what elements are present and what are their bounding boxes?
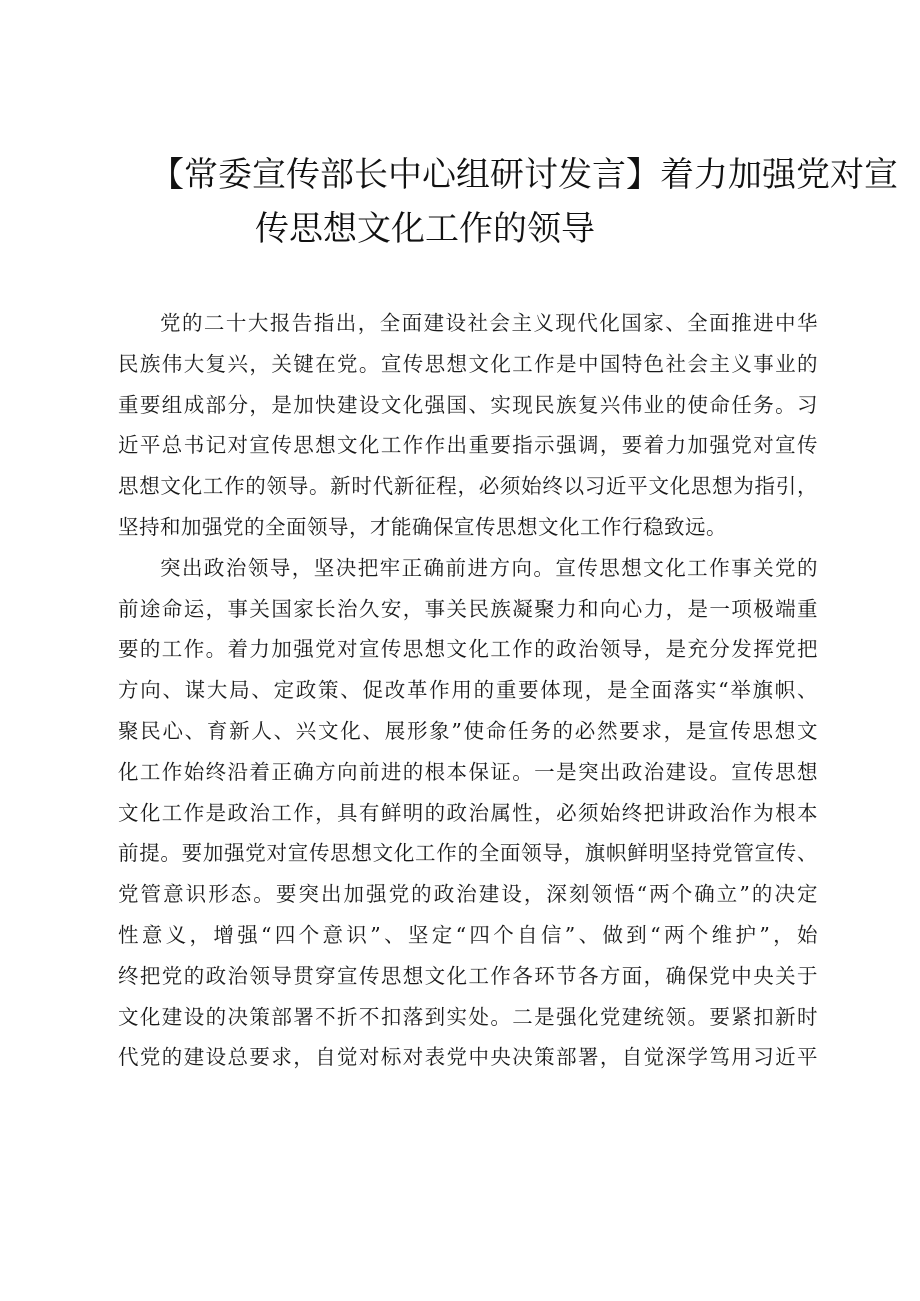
text-line: 前提。要加强党对宣传思想文化工作的全面领导，旗帜鲜明坚持党管宣传、 [118,841,818,866]
text-line: 民族伟大复兴，关键在党。宣传思想文化工作是中国特色社会主义事业的 [118,351,818,376]
title-line: 传思想文化工作的领导 [255,209,595,249]
text-line: 思想文化工作的领导。新时代新征程，必须始终以习近平文化思想为指引， [118,474,818,499]
text-line: 化工作始终沿着正确方向前进的根本保证。一是突出政治建设。宣传思想 [118,759,818,784]
text-line: 文化建设的决策部署不折不扣落到实处。二是强化党建统领。要紧扣新时 [118,1004,818,1029]
text-line: 坚持和加强党的全面领导，才能确保宣传思想文化工作行稳致远。 [118,514,727,539]
text-line: 近平总书记对宣传思想文化工作作出重要指示强调，要着力加强党对宣传 [118,433,818,458]
text-line: 党的二十大报告指出，全面建设社会主义现代化国家、全面推进中华 [160,311,818,335]
title-line: 【常委宣传部长中心组研讨发言】着力加强党对宣 [150,155,898,195]
text-line: 方向、谋大局、定政策、促改革作用的重要体现，是全面落实“举旗帜、 [118,678,818,703]
text-line: 党管意识形态。要突出加强党的政治建设，深刻领悟“两个确立”的决定 [118,882,818,907]
paragraph-1 [118,303,818,548]
text-line: 前途命运，事关国家长治久安，事关民族凝聚力和向心力，是一项极端重 [118,596,818,621]
text-line: 要的工作。着力加强党对宣传思想文化工作的政治领导，是充分发挥党把 [118,637,818,662]
text-line: 文化工作是政治工作，具有鲜明的政治属性，必须始终把讲政治作为根本 [118,800,818,825]
text-line: 性意义，增强“四个意识”、坚定“四个自信”、做到“两个维护”，始 [118,922,818,947]
document-body [118,303,818,1078]
document-title [150,148,898,256]
text-line: 聚民心、育新人、兴文化、展形象”使命任务的必然要求，是宣传思想文 [118,718,818,743]
text-line: 终把党的政治领导贯穿宣传思想文化工作各环节各方面，确保党中央关于 [118,963,818,988]
text-line: 重要组成部分，是加快建设文化强国、实现民族复兴伟业的使命任务。习 [118,392,818,417]
paragraph-2 [118,548,818,1078]
text-line: 代党的建设总要求，自觉对标对表党中央决策部署，自觉深学笃用习近平 [118,1045,818,1070]
text-line: 突出政治领导，坚决把牢正确前进方向。宣传思想文化工作事关党的 [160,555,818,580]
